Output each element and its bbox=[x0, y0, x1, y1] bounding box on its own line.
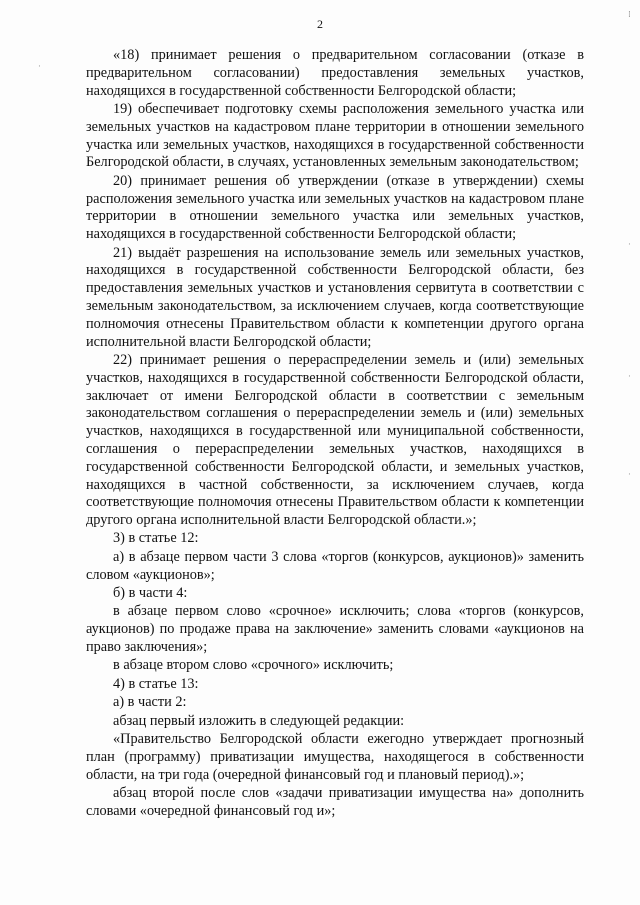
paragraph-item-22: 22) принимает решения о перераспределении земель и (или) земельных участков, находящихся в государственной собственности Белгородской области, заключает от имени Белгородской области в соответствии с земельным законодательством соглашения о перераспределении земель и (или) земельных участков, находящихся в государственной или муниципальной собственности, соглашения о перераспределении земельных участков, находящихся в государственной собственности Белгородской области, и земельных участков, находящихся в частной собственности, за исключением случаев, когда соответствующие полномочия отнесены Правительством области к компетенции другого органа исполнительной власти Белгородской области.»; bbox=[86, 351, 584, 529]
paragraph-subitem-b: б) в части 4: bbox=[113, 585, 188, 602]
document-body bbox=[86, 47, 584, 821]
paragraph-subitem-a: а) в абзаце первом части 3 слова «торгов (конкурсов, аукционов)» заменить словом «аукционов»; bbox=[86, 548, 584, 583]
paragraph-amendment-2: в абзаце втором слово «срочного» исключить; bbox=[113, 657, 394, 674]
page-number: 2 bbox=[317, 17, 323, 31]
paragraph-amendment-3: абзац первый изложить в следующей редакции: bbox=[113, 712, 405, 729]
scan-edge-mark: · bbox=[38, 62, 41, 72]
paragraph-subitem-a-2: а) в части 2: bbox=[113, 694, 187, 711]
scan-edge-mark: · bbox=[628, 372, 631, 382]
paragraph-item-20: 20) принимает решения об утверждении (отказе в утверждении) схемы расположения земельного участка или земельных участков на кадастровом плане территории в отношении земельного участка или земельных участков, находящихся в государственной собственности Белгородской области; bbox=[86, 172, 584, 243]
paragraph-item-18: «18) принимает решения о предварительном согласовании (отказе в предварительном согласовании) предоставления земельных участков, находящихся в государственной собственности Белгородской области; bbox=[86, 47, 584, 99]
paragraph-quoted-text: «Правительство Белгородской области ежегодно утверждает прогнозный план (программу) приватизации имущества, находящегося в собственности области, на три года (очередной финансовый год и плановый период).»; bbox=[86, 731, 584, 783]
scan-edge-mark: · bbox=[628, 240, 631, 250]
paragraph-item-19: 19) обеспечивает подготовку схемы расположения земельного участка или земельных участков на кадастровом плане территории в отношении земельного участка или земельных участков, находящихся в государственной собственности Белгородской области, в случаях, установленных земельным законодательством; bbox=[86, 100, 584, 171]
paragraph-amendment-1: в абзаце первом слово «срочное» исключить; слова «торгов (конкурсов, аукционов) по продаже права на заключение» заменить словами «аукционов на право заключения»; bbox=[86, 603, 584, 656]
paragraph-item-3-heading: 3) в статье 12: bbox=[113, 530, 199, 547]
scan-edge-mark: · bbox=[628, 470, 631, 480]
paragraph-amendment-4: абзац второй после слов «задачи приватизации имущества на» дополнить словами «очередной финансовый год и»; bbox=[86, 784, 584, 819]
paragraph-item-4-heading: 4) в статье 13: bbox=[113, 675, 199, 692]
paragraph-item-21: 21) выдаёт разрешения на использование земель или земельных участков, находящихся в государственной собственности Белгородской области, без предоставления земельных участков и установления сервитута в соответствии с земельным законодательством, за исключением случаев, когда соответствующие полномочия отнесены Правительством области к компетенции другого органа исполнительной власти Белгородской области; bbox=[86, 244, 584, 350]
scan-edge-mark: ⁞ bbox=[628, 10, 631, 20]
